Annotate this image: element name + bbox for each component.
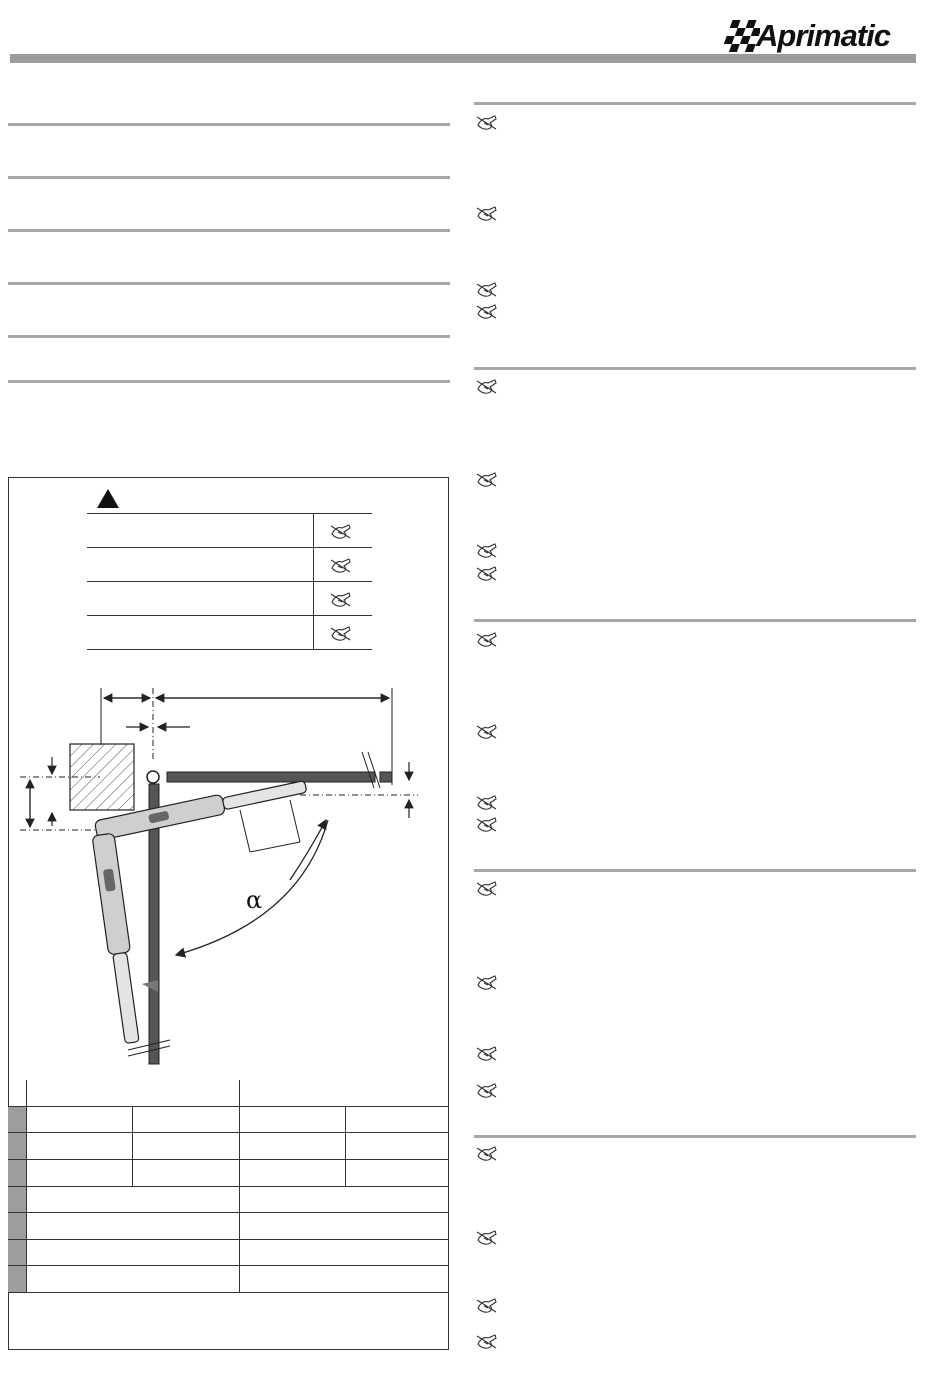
- table-rule: [8, 1132, 449, 1133]
- brand-name: Aprimatic: [756, 18, 890, 53]
- table-rule: [132, 1106, 133, 1186]
- table-rule: [8, 1265, 449, 1266]
- table-rule: [8, 1159, 449, 1160]
- table-rule: [345, 1106, 346, 1186]
- table-rule: [8, 1292, 449, 1293]
- angle-label: α: [246, 886, 263, 914]
- table-rule: [8, 1106, 449, 1107]
- table-rule: [8, 1186, 449, 1187]
- table-rule: [8, 1239, 449, 1240]
- table-rule: [8, 1212, 449, 1213]
